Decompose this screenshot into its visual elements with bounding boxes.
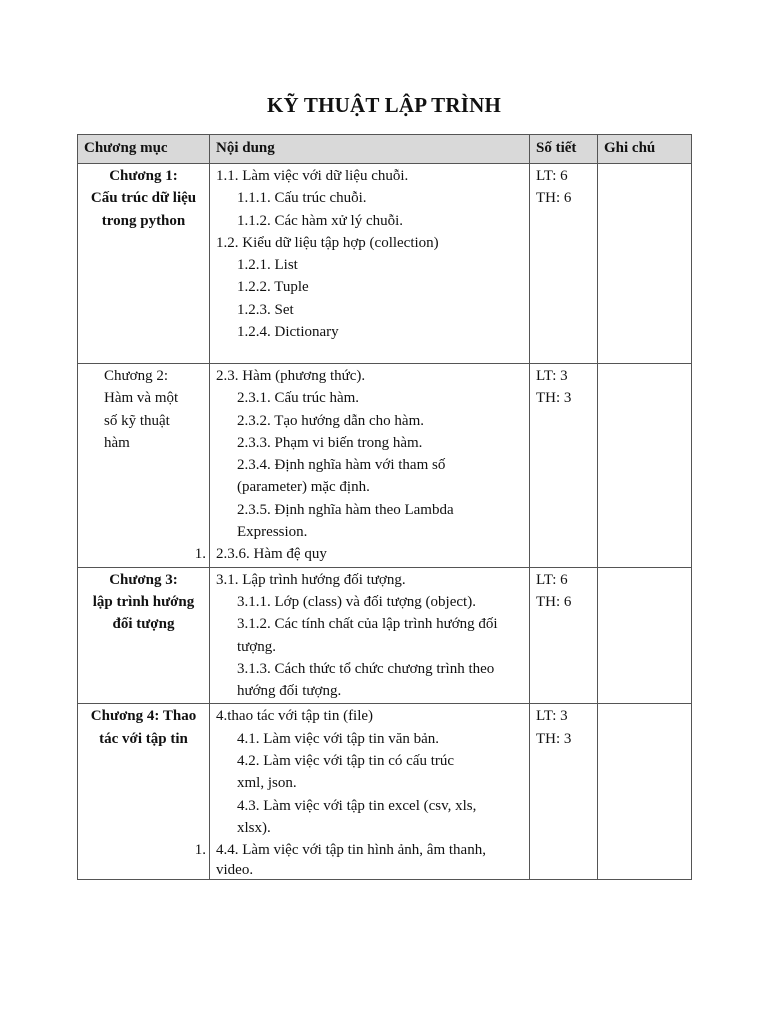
subsection-item: 1.1.2. Các hàm xử lý chuỗi. (237, 212, 404, 229)
chapter-line: Hàm và một (104, 390, 179, 407)
subsection-item (194, 543, 523, 565)
hours-cell (530, 567, 598, 704)
section-heading: 3.1. Lập trình hướng đối tượng. (216, 571, 406, 588)
chapter-cell (78, 164, 210, 364)
hours-cell (530, 164, 598, 364)
subsection-item: 2.3.2. Tạo hướng dẫn cho hàm. (237, 412, 425, 429)
subsection-item: 3.1.1. Lớp (class) và đối tượng (object). (237, 593, 476, 610)
subsection-item: 2.3.3. Phạm vi biến trong hàm. (237, 434, 423, 451)
hours-theory: LT: 3 (536, 368, 568, 384)
subsection-item-text: 4.4. Làm việc với tập tin hình ảnh, âm thanh, (216, 842, 486, 859)
chapter-line: số kỹ thuật (104, 412, 170, 429)
subsection-item: 2.3.1. Cấu trúc hàm. (237, 390, 360, 407)
document-title: KỸ THUẬT LẬP TRÌNH (266, 93, 502, 117)
subsection-item-continued: video. (216, 861, 254, 878)
hours-cell (530, 704, 598, 879)
list-marker: 1. (194, 546, 206, 563)
subsection-item: 3.1.3. Cách thức tổ chức chương trình theo (237, 660, 495, 677)
subsection-item: 4.2. Làm việc với tập tin có cấu trúc (237, 753, 455, 770)
subsection-item-continued: hướng đối tượng. (237, 683, 342, 700)
header-note: Ghi chú (598, 135, 692, 164)
content-cell (210, 567, 530, 704)
subsection-item (194, 839, 523, 861)
table-row (78, 164, 692, 364)
chapter-line: Chương 3: (109, 571, 178, 588)
subsection-item: 4.1. Làm việc với tập tin văn bản. (237, 730, 440, 747)
content-cell (210, 164, 530, 364)
hours-practice: TH: 6 (536, 190, 572, 207)
note-cell (598, 164, 692, 364)
table-row (78, 704, 692, 879)
hours-cell (530, 364, 598, 568)
chapter-line: lập trình hướng (92, 593, 195, 610)
list-marker: 1. (194, 842, 206, 859)
subsection-item: 1.2.1. List (237, 257, 298, 274)
subsection-item-continued: Expression. (237, 524, 308, 541)
chapter-line: Chương 1: (109, 168, 178, 184)
chapter-cell (78, 567, 210, 704)
hours-theory: LT: 6 (536, 571, 568, 588)
chapter-line: Chương 2: (104, 368, 168, 384)
chapter-line: trong python (101, 212, 186, 229)
subsection-item: 3.1.2. Các tính chất của lập trình hướng đối (237, 616, 498, 633)
subsection-item: 2.3.4. Định nghĩa hàm với tham số (237, 457, 446, 474)
chapter-line: tác với tập tin (99, 730, 188, 747)
hours-practice: TH: 3 (536, 390, 572, 407)
subsection-item: 1.2.4. Dictionary (237, 324, 339, 341)
section-heading: 1.1. Làm việc với dữ liệu chuỗi. (216, 168, 409, 184)
subsection-item: 1.1.1. Cấu trúc chuỗi. (237, 190, 367, 207)
header-hours: Số tiết (530, 135, 598, 164)
content-cell (194, 364, 530, 568)
header-content: Nội dung (210, 135, 530, 164)
section-heading: 1.2. Kiểu dữ liệu tập hợp (collection) (216, 234, 439, 251)
subsection-item-continued: xlsx). (237, 819, 271, 836)
note-cell (598, 567, 692, 704)
table-header-row (78, 135, 692, 164)
content-cell (194, 704, 530, 879)
subsection-item: 2.3.5. Định nghĩa hàm theo Lambda (237, 501, 454, 518)
table-row (78, 364, 692, 568)
hours-practice: TH: 3 (536, 730, 572, 747)
chapter-line: đối tượng (112, 616, 175, 633)
chapter-line: hàm (104, 434, 130, 451)
chapter-cell (78, 364, 210, 568)
subsection-item-text: 2.3.6. Hàm đệ quy (216, 546, 327, 563)
table-row (78, 567, 692, 704)
syllabus-table (77, 134, 692, 880)
note-cell (598, 704, 692, 879)
section-heading: 2.3. Hàm (phương thức). (216, 368, 366, 384)
subsection-item-continued: (parameter) mặc định. (237, 479, 370, 496)
subsection-item: 1.2.3. Set (237, 301, 294, 318)
subsection-item: 4.3. Làm việc với tập tin excel (csv, xls, (237, 797, 477, 814)
hours-theory: LT: 3 (536, 708, 568, 725)
subsection-item-continued: tượng. (237, 638, 276, 655)
subsection-item: 1.2.2. Tuple (237, 279, 309, 296)
note-cell (598, 364, 692, 568)
section-heading: 4.thao tác với tập tin (file) (216, 708, 374, 725)
chapter-line: Cấu trúc dữ liệu (90, 190, 197, 207)
chapter-line: Chương 4: Thao (90, 708, 197, 725)
hours-practice: TH: 6 (536, 593, 572, 610)
subsection-item-continued: xml, json. (237, 775, 297, 792)
header-chapter: Chương mục (78, 135, 210, 164)
hours-theory: LT: 6 (536, 168, 568, 184)
